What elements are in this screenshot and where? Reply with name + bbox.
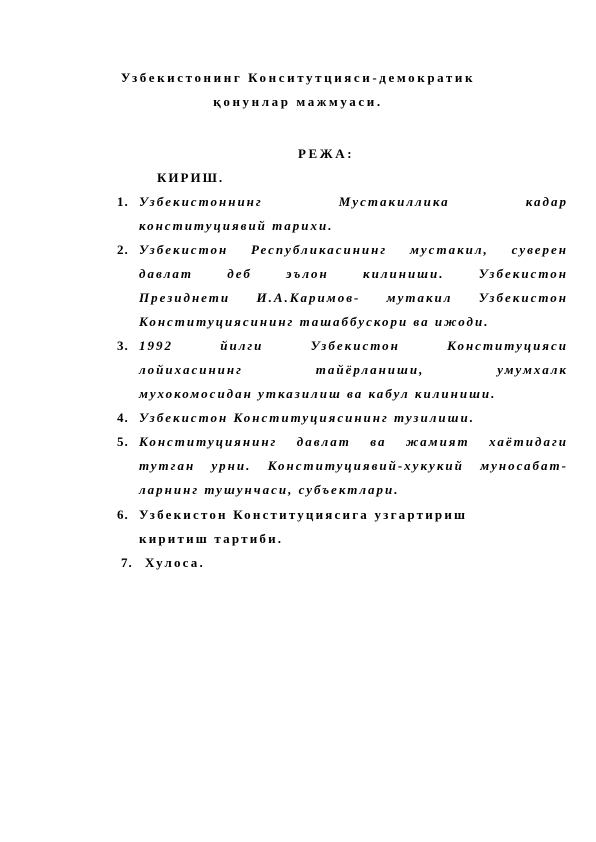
plan-item-number: 2. [117,242,129,257]
title-line-1: Узбекистонинг Конситутцияси-демократик [120,70,476,85]
plan-item-line: Узбекистоннинг Мустакиллика кадар [139,194,568,209]
plan-heading: РЕЖА: [298,146,355,161]
plan-item-line: Узбекистон Конституциясига узгартириш [139,507,468,522]
plan-item-line: конституциявий тарихи. [139,218,334,233]
title-line-2: қонунлар мажмуаси. [213,94,383,109]
plan-item-line: лойихасининг тайёрланиши, умумхалк [139,362,568,377]
plan-item-line: мухокомосидан утказилиш ва кабул килиниши. [139,386,497,401]
plan-item-line: тутган урни. Конституциявий-хукукий муносабат- [139,458,568,473]
plan-item-number: 1. [117,194,129,209]
plan-item-number: 4. [117,410,129,425]
plan-item-number: 3. [117,338,129,353]
plan-item-line: Узбекистон Конституциясининг тузилиши. [139,410,475,425]
plan-item-line: Президнети И.А.Каримов- мутакил Узбекистон [139,290,568,305]
plan-item-line: Конституциянинг давлат ва жамият хаётидаги [139,434,568,449]
intro-heading: КИРИШ. [157,170,225,185]
plan-item-number: 7. [121,555,133,570]
plan-item-line: Конституциясининг ташаббускори ва ижоди. [139,314,490,329]
plan-item-number: 6. [117,507,129,522]
plan-item-number: 5. [117,434,129,449]
plan-item-line: давлат деб эълон килиниши. Узбекистон [139,266,568,281]
plan-item-line: Хулоса. [145,555,205,570]
plan-item-line: Узбекистон Республикасининг мустакил, суверен [139,242,568,257]
plan-item-line: ларнинг тушунчаси, субъектлари. [139,482,400,497]
plan-item-line: киритиш тартиби. [139,531,284,546]
plan-item-line: 1992 йилги Узбекистон Конституцияси [139,338,568,353]
